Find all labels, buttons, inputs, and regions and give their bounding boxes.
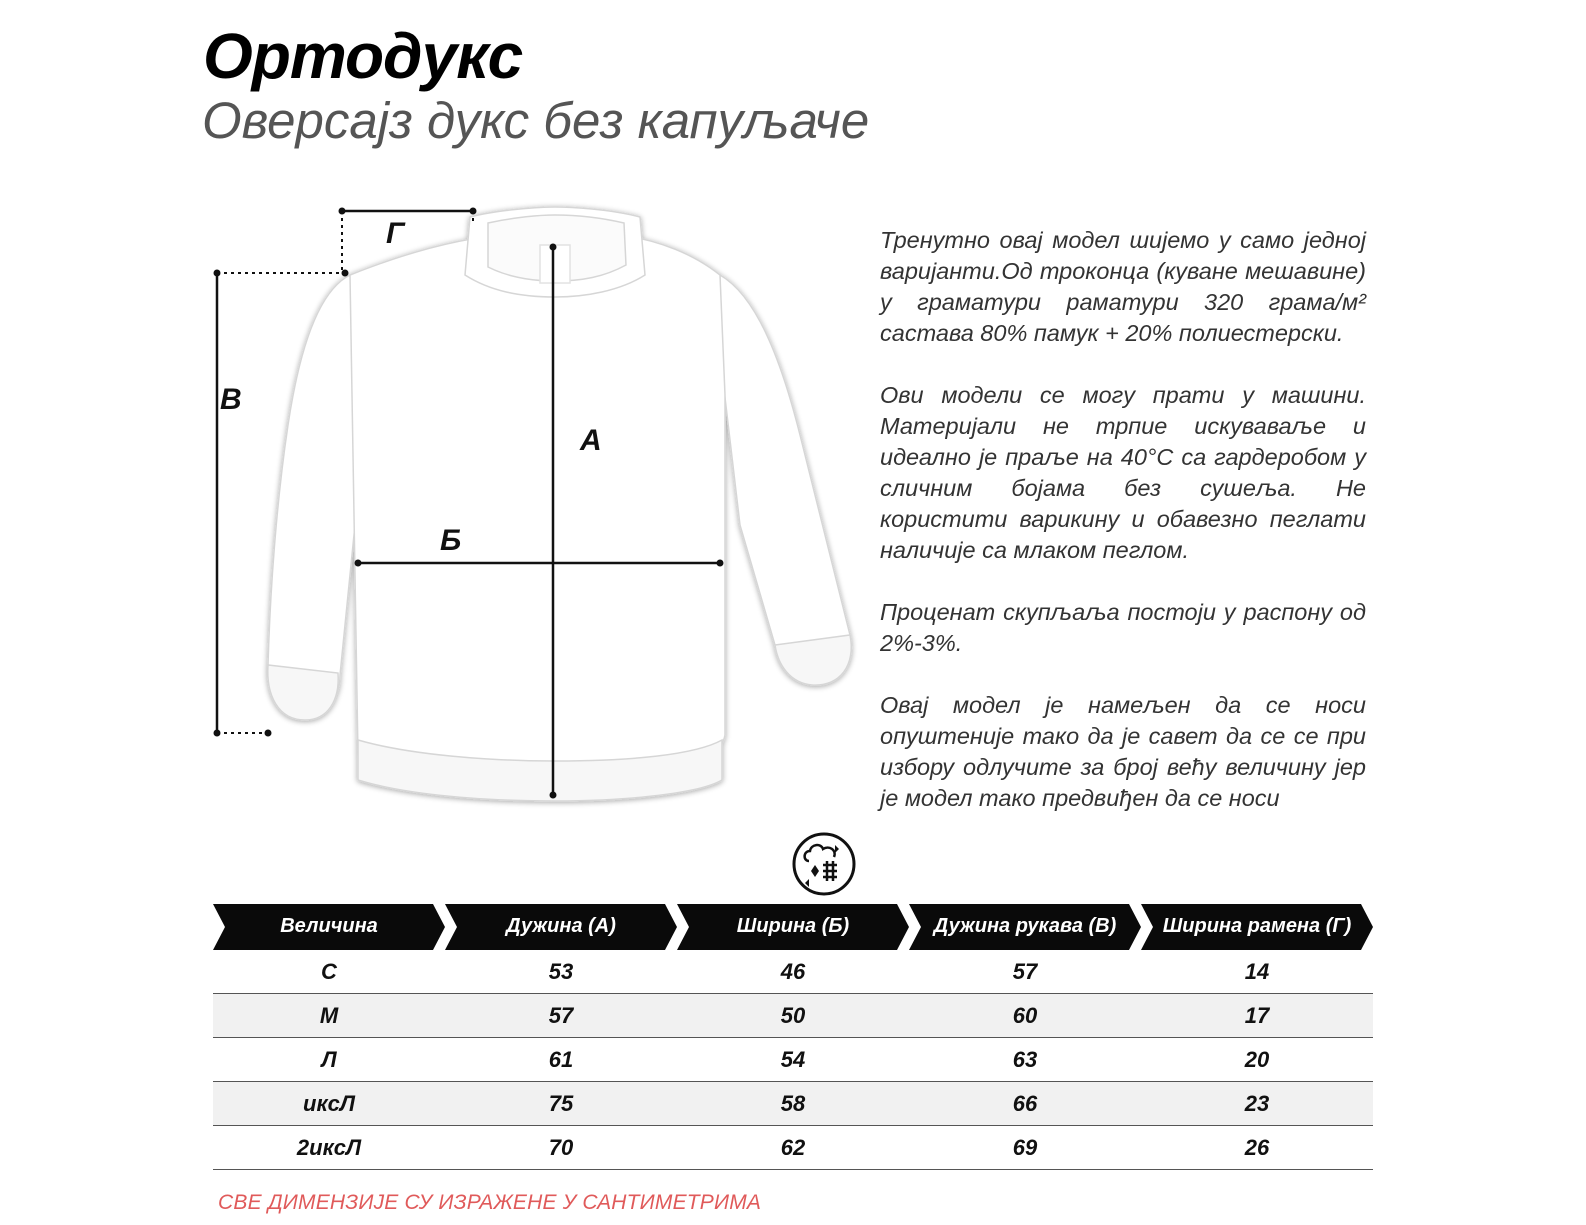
cell-shoulder-width: 14	[1141, 950, 1373, 994]
cell-width: 54	[677, 1038, 909, 1082]
cell-shoulder-width: 23	[1141, 1082, 1373, 1126]
column-header-sleeve-length: Дужина рукава (В)	[909, 904, 1141, 950]
cell-sleeve-length: 60	[909, 994, 1141, 1038]
label-v: В	[220, 383, 242, 416]
table-row	[213, 994, 1373, 1038]
sweatshirt-illustration	[268, 207, 851, 801]
sweatshirt-diagram	[200, 195, 880, 835]
column-header-shoulder-width: Ширина рамена (Г)	[1141, 904, 1373, 950]
label-g: Г	[386, 217, 405, 250]
column-header-width: Ширина (Б)	[677, 904, 909, 950]
product-subtitle: Оверсајз дукс без капуљаче	[202, 92, 870, 149]
units-footnote: СВЕ ДИМЕНЗИЈЕ СУ ИЗРАЖЕНЕ У САНТИМЕТРИМА	[218, 1191, 762, 1214]
cell-sleeve-length: 57	[909, 950, 1141, 994]
cell-sleeve-length: 63	[909, 1038, 1141, 1082]
size-chart-table	[213, 904, 1373, 1170]
cell-sleeve-length: 69	[909, 1126, 1141, 1170]
table-row	[213, 1126, 1373, 1170]
column-header-length: Дужина (А)	[445, 904, 677, 950]
cell-shoulder-width: 26	[1141, 1126, 1373, 1170]
cell-size: иксЛ	[213, 1082, 445, 1126]
cell-shoulder-width: 17	[1141, 994, 1373, 1038]
cell-width: 58	[677, 1082, 909, 1126]
column-header-size: Величина	[213, 904, 445, 950]
cell-width: 50	[677, 994, 909, 1038]
table-header-row	[213, 904, 1373, 950]
fabric-care-icon	[791, 831, 857, 897]
label-a: А	[580, 424, 602, 457]
description-paragraph: Тренутно овај модел шијемо у само једној варијанти.Од троконца (куване мешавине) у граматури раматури 320 грама/м² састава 80% памук + 20% полиестерски.	[880, 227, 1366, 346]
cell-width: 62	[677, 1126, 909, 1170]
cell-length: 57	[445, 994, 677, 1038]
table-row	[213, 1082, 1373, 1126]
cell-size: М	[213, 994, 445, 1038]
table-row	[213, 1038, 1373, 1082]
measurement-figure	[200, 195, 880, 835]
description-paragraph: Овај модел је намељен да се носи опуштеније тако да је савет да се се при избору одлучите за број већу величину јер је модел тако предвиђен да се носи	[880, 692, 1366, 811]
cell-size: 2иксЛ	[213, 1126, 445, 1170]
cell-sleeve-length: 66	[909, 1082, 1141, 1126]
label-b: Б	[440, 524, 462, 557]
product-title: Ортодукс	[203, 20, 523, 92]
cell-width: 46	[677, 950, 909, 994]
description-paragraph: Проценат скупљаља постоји у распону од 2%-3%.	[880, 599, 1366, 656]
cell-length: 53	[445, 950, 677, 994]
description-paragraph: Ови модели се могу прати у машини. Материјали не трпие искуваваље и идеално је праље на 40°C са гардеробом у сличним бојама без сушеља. Не користити варикину и обавезно пеглати наличије са млаком пеглом.	[880, 382, 1366, 563]
table-row	[213, 950, 1373, 994]
cell-length: 61	[445, 1038, 677, 1082]
cell-length: 75	[445, 1082, 677, 1126]
product-description	[880, 225, 1366, 814]
cell-size: Л	[213, 1038, 445, 1082]
cell-length: 70	[445, 1126, 677, 1170]
cell-shoulder-width: 20	[1141, 1038, 1373, 1082]
cell-size: С	[213, 950, 445, 994]
